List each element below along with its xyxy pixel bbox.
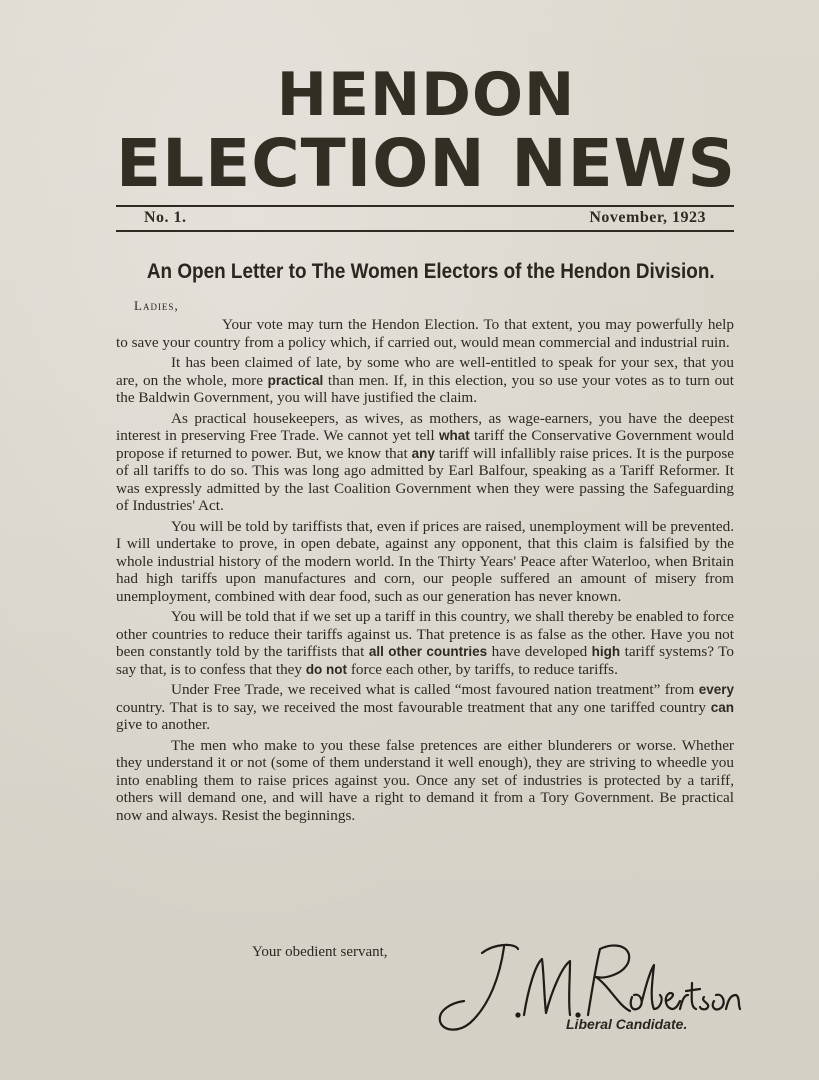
signatory-role: Liberal Candidate. [566,1016,688,1032]
issue-date: November, 1923 [589,209,706,226]
paragraph-7: The men who make to you these false pretences are either blunderers or worse. Whether they understand it or not (some of them understand it well enough), they are striving to wheedle you into enabling them to raise prices against you. Once any set of industries is protected by a tariff, others will demand one, and will have a right to demand it from a Tory Government. Be practical now and always. Resist the beginnings. [116,736,734,824]
issue-number: No. 1. [144,209,187,226]
masthead-title-line2 [116,125,736,202]
paragraph-2: It has been claimed of late, by some who are well-entitled to speak for your sex, that you are, on the whole, more practical than men. If, in this election, you so use your votes as to turn out the Baldwin Government, you will have justified the claim. [116,354,734,406]
masthead-word-news: NEWS [511,125,736,202]
paragraph-5: You will be told that if we set up a tariff in this country, we shall thereby be enabled to force other countries to reduce their tariffs against us. That pretence is as false as the other. Have you not been constantly told by the tariffists that all other countries have developed high tariff systems? To say that, is to confess that they do not force each other, by tariffs, to reduce tariffs. [116,608,734,678]
paragraph-1: Your vote may turn the Hendon Election. To that extent, you may powerfully help to save your country from a policy which, if carried out, would mean commercial and industrial ruin. [116,316,734,351]
masthead-title-line1: HENDON [276,60,576,130]
paragraph-4: You will be told by tariffists that, even if prices are raised, unemployment will be prevented. I will undertake to prove, in open debate, against any opponent, that this claim is falsified by the whole industrial history of the modern world. In the Thirty Years' Peace after Waterloo, when Britain had high tariffs upon manufactures and corn, our people suffered an amount of misery from unemployment, combined with dear food, such as our generation has never known. [116,517,734,605]
masthead-word-election: ELECTION [116,125,486,202]
letter-headline: An Open Letter to The Women Electors of the Hendon Division. [146,260,715,283]
paragraph-3: As practical housekeepers, as wives, as mothers, as wage-earners, you have the deepest interest in preserving Free Trade. We cannot yet tell what tariff the Conservative Government would propose if returned to power. But, we know that any tariff will infallibly raise prices. It is the purpose of all tariffs to do so. This was long ago admitted by Earl Balfour, speaking as a Tariff Reformer. It was expressly admitted by the last Coalition Government when they were passing the Safeguarding of Industries' Act. [116,409,734,514]
masthead-bottom-rule [116,230,734,232]
letter-salutation: Ladies, [134,298,179,313]
paragraph-6: Under Free Trade, we received what is called “most favoured nation treatment” from every country. That is to say, we received the most favourable treatment that any one tariffed country can give to another. [116,681,734,733]
letter-body [116,316,734,827]
letter-closing: Your obedient servant, [252,944,388,960]
issue-bar [116,206,734,230]
